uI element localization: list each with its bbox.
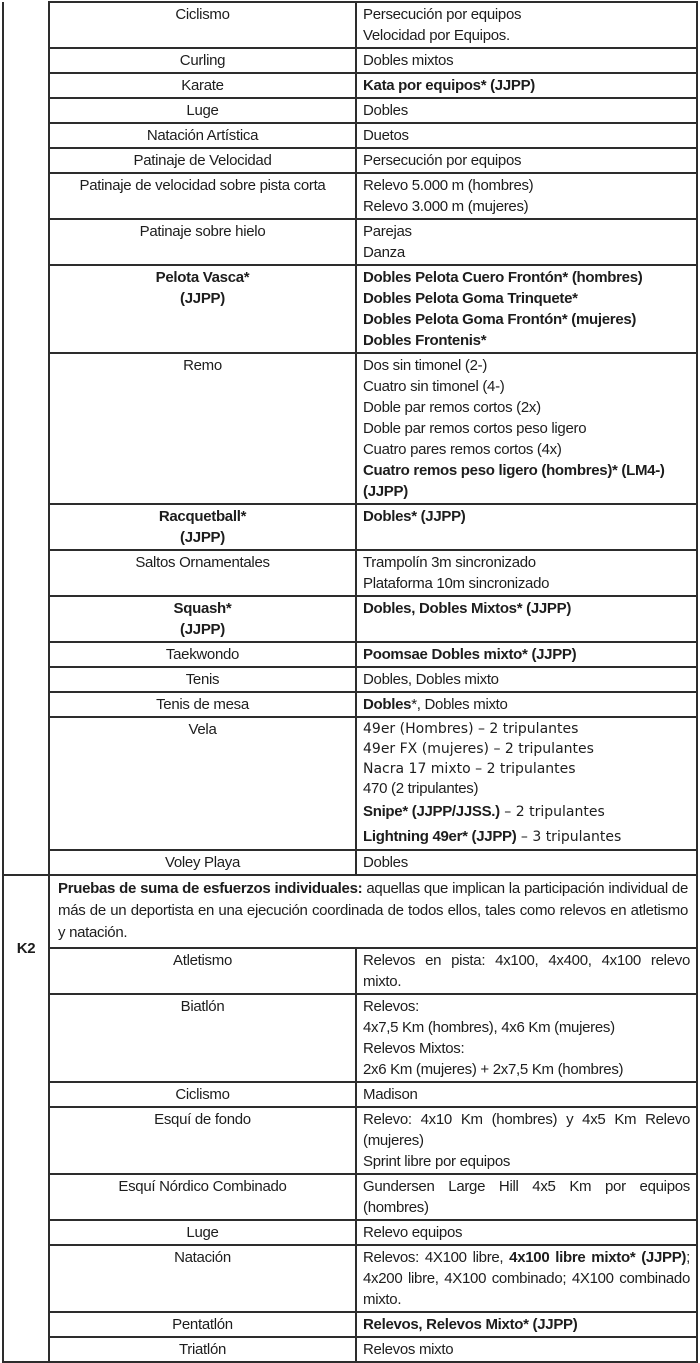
event-line [363, 355, 690, 376]
table-row [3, 1312, 697, 1337]
text-segment: 49er FX (mujeres) – 2 tripulantes [363, 741, 594, 757]
sport-line [56, 527, 349, 548]
text-segment: Sprint libre por equipos [363, 1153, 511, 1170]
events-cell [356, 353, 697, 504]
text-segment: (JJPP) [180, 621, 225, 638]
text-segment: Atletismo [173, 952, 232, 969]
text-segment: Voley Playa [164, 854, 241, 871]
text-segment: Pelota Vasca* [155, 269, 250, 286]
text-segment: Relevos: 4X100 libre, [363, 1249, 510, 1266]
event-line [363, 439, 690, 460]
event-line [363, 1084, 690, 1105]
table-row [3, 504, 697, 550]
text-segment: – 3 tripulantes [516, 829, 622, 845]
event-line [363, 221, 690, 242]
event-line [363, 573, 690, 594]
event-line [363, 598, 690, 619]
sport-cell [49, 1107, 356, 1174]
text-segment: Dobles [363, 854, 408, 871]
events-cell [356, 1337, 697, 1362]
text-segment: Relevo 5.000 m (hombres) [363, 177, 534, 194]
sport-line [56, 1339, 349, 1360]
text-segment: Dos sin timonel (2-) [363, 357, 488, 374]
sport-cell [49, 1312, 356, 1337]
sport-line [56, 50, 349, 71]
text-segment: 470 (2 tripulantes) [363, 780, 479, 797]
table-row [3, 98, 697, 123]
sport-cell [49, 550, 356, 596]
sport-cell [49, 1337, 356, 1362]
table-row [3, 1174, 697, 1220]
table-row [3, 692, 697, 717]
text-segment: Dobles Pelota Cuero Frontón* (hombres) [363, 269, 643, 286]
sport-cell [49, 1174, 356, 1220]
event-line [363, 779, 690, 798]
sport-cell [49, 717, 356, 850]
events-cell [356, 850, 697, 875]
sport-line [56, 150, 349, 171]
table-row [3, 219, 697, 265]
table-row [3, 173, 697, 219]
sport-line [56, 598, 349, 619]
text-segment: Dobles [363, 102, 408, 119]
text-segment: Relevos: [363, 998, 419, 1015]
text-segment: Dobles [363, 696, 412, 713]
event-line [363, 1038, 690, 1059]
events-cell [356, 219, 697, 265]
sport-cell [49, 98, 356, 123]
event-line [363, 376, 690, 397]
sport-cell [49, 1220, 356, 1245]
table-row [3, 596, 697, 642]
events-cell [356, 717, 697, 850]
text-segment: Luge [186, 1224, 219, 1241]
events-cell [356, 994, 697, 1082]
table-row [3, 1082, 697, 1107]
text-segment: Relevo 3.000 m (mujeres) [363, 198, 529, 215]
sport-cell [49, 642, 356, 667]
event-line [363, 460, 690, 481]
table-row [3, 550, 697, 596]
event-line [363, 150, 690, 171]
event-line [363, 996, 690, 1017]
sport-cell [49, 173, 356, 219]
text-segment: Nacra 17 mixto – 2 tripulantes [363, 761, 576, 777]
sport-line [56, 552, 349, 573]
event-line [363, 1222, 690, 1243]
text-segment: Persecución por equipos [363, 6, 522, 23]
text-segment: Velocidad por Equipos. [363, 27, 510, 44]
text-segment: Plataforma 10m sincronizado [363, 575, 550, 592]
text-segment: Doble par remos cortos (2x) [363, 399, 541, 416]
text-segment: Madison [363, 1086, 418, 1103]
text-segment: Biatlón [180, 998, 225, 1015]
events-cell [356, 642, 697, 667]
event-line [363, 719, 690, 739]
table-row [3, 48, 697, 73]
section-k-cell [3, 2, 49, 875]
text-segment: Saltos Ornamentales [135, 554, 270, 571]
sport-cell [49, 994, 356, 1082]
table-row [3, 667, 697, 692]
text-segment: 4x100 libre mixto* (JJPP) [509, 1249, 687, 1266]
sport-cell [49, 596, 356, 642]
sport-cell [49, 850, 356, 875]
sport-line [56, 619, 349, 640]
events-cell [356, 1107, 697, 1174]
event-line [363, 739, 690, 759]
sport-line [56, 75, 349, 96]
sport-line [56, 1247, 349, 1268]
sport-cell [49, 148, 356, 173]
sport-line [56, 267, 349, 288]
events-cell [356, 596, 697, 642]
sport-line [56, 1314, 349, 1335]
text-segment: Pentatlón [172, 1316, 233, 1333]
events-cell [356, 504, 697, 550]
sport-line [56, 355, 349, 376]
text-segment: Natación [174, 1249, 231, 1266]
text-segment: Patinaje sobre hielo [139, 223, 266, 240]
events-cell [356, 98, 697, 123]
text-segment: Karate [181, 77, 224, 94]
text-segment: 49er (Hombres) – 2 tripulantes [363, 721, 579, 737]
event-line [363, 1151, 690, 1172]
text-segment: Lightning 49er* (JJPP) [363, 828, 517, 845]
text-segment: Natación Artística [146, 127, 259, 144]
sport-cell [49, 2, 356, 48]
text-segment: Danza [363, 244, 405, 261]
event-line [363, 644, 690, 665]
sport-line [56, 644, 349, 665]
sport-line [56, 1222, 349, 1243]
table-row [3, 717, 697, 850]
sport-cell [49, 1082, 356, 1107]
event-line [363, 50, 690, 71]
section-k-cell [3, 875, 49, 1362]
text-segment: Ciclismo [175, 1086, 230, 1103]
events-cell [356, 1082, 697, 1107]
sport-line [56, 175, 349, 196]
sport-cell [49, 504, 356, 550]
event-line [363, 826, 690, 848]
text-segment: Relevo equipos [363, 1224, 463, 1241]
events-cell [356, 550, 697, 596]
sport-cell [49, 353, 356, 504]
text-segment: Patinaje de Velocidad [133, 152, 272, 169]
event-line [363, 801, 690, 823]
event-line [363, 4, 690, 25]
table-row [3, 1220, 697, 1245]
text-segment: Curling [179, 52, 226, 69]
text-segment: – 2 tripulantes [499, 804, 605, 820]
text-segment: Doble par remos cortos peso ligero [363, 420, 587, 437]
event-line [363, 418, 690, 439]
event-line [363, 330, 690, 351]
sport-cell [49, 73, 356, 98]
text-segment: Tenis de mesa [156, 696, 249, 713]
sport-line [56, 694, 349, 715]
event-line [363, 669, 690, 690]
text-segment: 4x7,5 Km (hombres), 4x6 Km (mujeres) [363, 1019, 615, 1036]
event-line [363, 25, 690, 46]
table-row [3, 1337, 697, 1362]
events-cell [356, 1174, 697, 1220]
event-line [363, 1314, 690, 1335]
table-row [3, 2, 697, 48]
events-cell [356, 148, 697, 173]
sport-line [56, 288, 349, 309]
sport-line [56, 852, 349, 873]
events-cell [356, 1245, 697, 1312]
events-cell [356, 73, 697, 98]
event-line [363, 267, 690, 288]
sport-line [56, 4, 349, 25]
text-segment: Remo [183, 357, 222, 374]
events-cell [356, 48, 697, 73]
text-segment: Trampolín 3m sincronizado [363, 554, 536, 571]
event-line [363, 288, 690, 309]
table-row [3, 148, 697, 173]
event-line [363, 1339, 690, 1360]
text-segment: Relevos Mixtos: [363, 1040, 465, 1057]
text-segment: Parejas [363, 223, 412, 240]
text-segment: Racquetball* [158, 508, 247, 525]
text-segment: Relevo: 4x10 Km (hombres) y 4x5 Km Relevo (mujeres) [363, 1111, 690, 1149]
text-segment: Relevos en pista: 4x100, 4x400, 4x100 relevo mixto. [363, 952, 690, 990]
text-segment: Dobles Pelota Goma Trinquete* [363, 290, 578, 307]
text-segment: Relevos, Relevos Mixto* (JJPP) [363, 1316, 578, 1333]
table-row [3, 1107, 697, 1174]
event-line [363, 1247, 690, 1310]
text-segment: Dobles Frontenis* [363, 332, 487, 349]
text-segment: Dobles mixtos [363, 52, 454, 69]
event-line [363, 759, 690, 779]
events-table [2, 1, 698, 1363]
intro-line [58, 878, 688, 944]
text-segment: Duetos [363, 127, 409, 144]
event-line [363, 397, 690, 418]
events-cell [356, 1220, 697, 1245]
event-line [363, 125, 690, 146]
text-segment: Kata por equipos* (JJPP) [363, 77, 536, 94]
events-cell [356, 667, 697, 692]
text-segment: Taekwondo [165, 646, 240, 663]
event-line [363, 1059, 690, 1080]
text-segment: Luge [186, 102, 219, 119]
text-segment: Cuatro remos peso ligero (hombres)* (LM4-) [363, 462, 665, 479]
sport-cell [49, 265, 356, 353]
event-line [363, 481, 690, 502]
event-line [363, 196, 690, 217]
sport-line [56, 719, 349, 740]
section-label: K2 [16, 940, 36, 957]
text-segment: Gundersen Large Hill 4x5 Km por equipos (hombres) [363, 1178, 690, 1216]
event-line [363, 552, 690, 573]
event-line [363, 506, 690, 527]
text-segment: Dobles* (JJPP) [363, 508, 466, 525]
events-cell [356, 265, 697, 353]
text-segment: Ciclismo [175, 6, 230, 23]
event-line [363, 175, 690, 196]
events-cell [356, 948, 697, 994]
table-row [3, 73, 697, 98]
text-segment: 2x6 Km (mujeres) + 2x7,5 Km (hombres) [363, 1061, 624, 1078]
text-segment: Pruebas de suma de esfuerzos individuales: [58, 880, 363, 897]
sport-line [56, 125, 349, 146]
text-segment: ; 4x200 libre, 4X100 combinado; 4X100 combinado mixto. [363, 1249, 690, 1308]
text-segment: Snipe* (JJPP/JJSS.) [363, 803, 500, 820]
event-line [363, 1109, 690, 1151]
text-segment: Cuatro sin timonel (4-) [363, 378, 505, 395]
event-line [363, 75, 690, 96]
events-cell [356, 2, 697, 48]
text-segment: Esquí Nórdico Combinado [118, 1178, 287, 1195]
table-row [3, 948, 697, 994]
sport-line [56, 1109, 349, 1130]
text-segment: Dobles, Dobles Mixtos* (JJPP) [363, 600, 572, 617]
sport-line [56, 1084, 349, 1105]
table-row [3, 875, 697, 948]
sport-cell [49, 123, 356, 148]
sport-line [56, 221, 349, 242]
table-row [3, 123, 697, 148]
event-line [363, 950, 690, 992]
sport-line [56, 506, 349, 527]
section-intro-cell [49, 875, 697, 948]
sport-cell [49, 692, 356, 717]
text-segment: Dobles, Dobles mixto [363, 671, 499, 688]
text-segment: Poomsae Dobles mixto* (JJPP) [363, 646, 577, 663]
text-segment: Relevos mixto [363, 1341, 454, 1358]
text-segment: Dobles Pelota Goma Frontón* (mujeres) [363, 311, 637, 328]
text-segment: Patinaje de velocidad sobre pista corta [79, 177, 326, 194]
sport-cell [49, 948, 356, 994]
event-line [363, 694, 690, 715]
event-line [363, 1017, 690, 1038]
text-segment: *, Dobles mixto [411, 696, 508, 713]
sport-cell [49, 219, 356, 265]
sport-cell [49, 667, 356, 692]
table-row [3, 265, 697, 353]
sport-cell [49, 48, 356, 73]
text-segment: Tenis [185, 671, 220, 688]
text-segment: (JJPP) [363, 483, 408, 500]
text-segment: aquellas que implican la participación individual de más de un deportista en una ejecución coordinada de todos ellos, tales como relevos en atletismo y natación. [58, 880, 689, 941]
events-table-body [3, 2, 697, 1362]
text-segment: (JJPP) [180, 290, 225, 307]
events-cell [356, 692, 697, 717]
sport-line [56, 100, 349, 121]
text-segment: Esquí de fondo [154, 1111, 251, 1128]
table-row [3, 1245, 697, 1312]
sport-cell [49, 1245, 356, 1312]
events-cell [356, 1312, 697, 1337]
events-cell [356, 123, 697, 148]
event-line [363, 242, 690, 263]
text-segment: Triatlón [178, 1341, 227, 1358]
text-segment: Vela [188, 721, 217, 738]
text-segment: Squash* [173, 600, 232, 617]
events-cell [356, 173, 697, 219]
text-segment: Cuatro pares remos cortos (4x) [363, 441, 562, 458]
table-row [3, 994, 697, 1082]
table-row [3, 850, 697, 875]
event-line [363, 309, 690, 330]
event-line [363, 100, 690, 121]
table-row [3, 353, 697, 504]
sport-line [56, 950, 349, 971]
event-line [363, 852, 690, 873]
text-segment: Persecución por equipos [363, 152, 522, 169]
sport-line [56, 1176, 349, 1197]
sport-line [56, 669, 349, 690]
sport-line [56, 996, 349, 1017]
event-line [363, 1176, 690, 1218]
text-segment: (JJPP) [180, 529, 225, 546]
table-row [3, 642, 697, 667]
